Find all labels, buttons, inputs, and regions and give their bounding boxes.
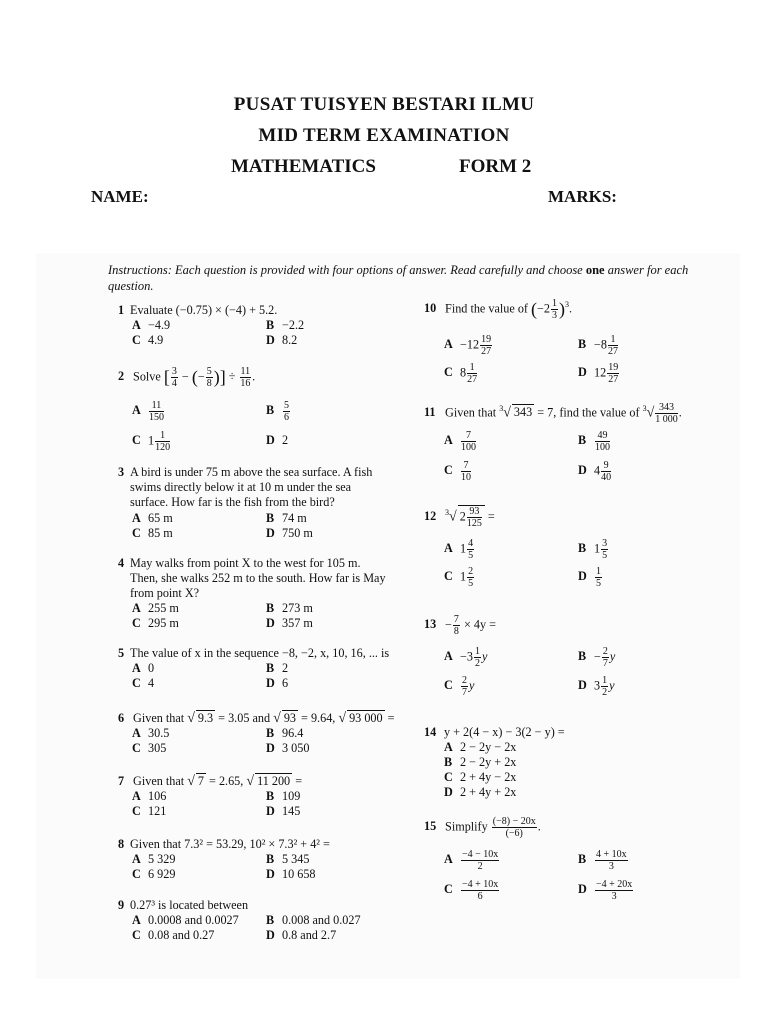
instructions-text-b: answer for each question. [108,263,689,294]
question-number: 1 [118,303,125,317]
instructions-text-a: Each question is provided with four options of answer. Read carefully and choose [175,263,583,277]
q13-option-a[interactable]: A −3 $\frac{1}{2}$ y [444,646,488,669]
question-number: 2 [118,369,125,384]
question-number: 3 [118,465,125,479]
question-stem: A bird is under 75 m above the sea surface. A fish swims directly below it at 10 m under the sea surface. How far is the fish from the bird? [130,465,373,509]
q3-option-d[interactable]: D 750 m [266,526,313,540]
question-2: 2 Solve [ $\frac{3}{4}$ − (− $\frac{5}{8}$ )] ÷ $\frac{11}{16}$ . [118,366,256,389]
q13-option-b[interactable]: B − $\frac{2}{7}$ y [578,646,616,669]
instructions-bold-word: one [585,263,605,277]
question-stem: Evaluate (−0.75) × (−4) + 5.2. [130,303,278,317]
question-number: 6 [118,711,125,725]
q13-option-c[interactable]: C $\frac{2}{7}$ y [444,675,475,698]
question-number: 8 [118,837,125,851]
question-6: 6 Given that √ 9.3 = 3.05 and √ 93 = 9.64, √ 93 000 = [118,711,395,726]
q12-option-b[interactable]: B 1 $\frac{3}{5}$ [578,538,608,561]
exam-title: MID TERM EXAMINATION [258,125,510,146]
q10-option-b[interactable]: B −8 $\frac{1}{27}$ [578,334,618,357]
question-number: 15 [424,819,437,834]
q9-option-c[interactable]: C 0.08 and 0.27 [132,928,215,942]
q7-option-c[interactable]: C 121 [132,804,167,818]
q15-option-c[interactable]: C $\frac{-4 + 10x}{6}$ [444,879,499,902]
q3-option-b[interactable]: B 74 m [266,511,307,525]
q11-option-b[interactable]: B $\frac{49}{100}$ [578,430,610,453]
name-label: NAME: [91,187,149,206]
q4-option-c[interactable]: C 295 m [132,616,179,630]
q5-option-a[interactable]: A 0 [132,661,155,675]
form-label: FORM 2 [459,156,532,177]
q12-option-d[interactable]: D $\frac{1}{5}$ [578,566,601,589]
q2-option-c[interactable]: C 1 $\frac{1}{120}$ [132,430,171,453]
q6-option-a[interactable]: A 30.5 [132,726,170,740]
question-number: 12 [424,509,437,524]
question-number: 10 [424,301,437,316]
q6-option-c[interactable]: C 305 [132,741,167,755]
instructions [108,262,718,295]
question-number: 5 [118,646,125,660]
q8-option-c[interactable]: C 6 929 [132,867,176,881]
q13-option-d[interactable]: D 3 $\frac{1}{2}$ y [578,675,615,698]
question-number: 11 [424,405,436,420]
q14-option-b[interactable]: B 2 − 2y + 2x [444,755,517,769]
q1-option-b[interactable]: B −2.2 [266,318,305,332]
question-10: 10 Find the value of (−2 $\frac{1}{3}$ )$^3$. [424,298,573,321]
instructions-label: Instructions: [108,263,172,277]
marks-label: MARKS: [548,187,617,206]
q11-option-a[interactable]: A $\frac{7}{100}$ [444,430,476,453]
q10-option-c[interactable]: C 8 $\frac{1}{27}$ [444,362,478,385]
question-stem: y + 2(4 − x) − 3(2 − y) = [444,725,565,739]
q15-option-d[interactable]: D $\frac{-4 + 20x}{3}$ [578,879,633,902]
q15-option-a[interactable]: A $\frac{-4 - 10x}{2}$ [444,849,499,872]
question-number: 13 [424,617,437,632]
question-number: 7 [118,774,125,788]
question-13: 13 − $\frac{7}{8}$ × 4y = [424,614,496,637]
q1-option-c[interactable]: C 4.9 [132,333,164,347]
q3-option-c[interactable]: C 85 m [132,526,173,540]
q5-option-d[interactable]: D 6 [266,676,289,690]
q11-option-d[interactable]: D 4 $\frac{9}{40}$ [578,460,612,483]
question-stem: Solve [133,369,161,384]
question-11: 11 Given that $^3$√ 343 = 7, find the value of $^3$√ $\frac{343}{1 000}$ . [424,402,682,425]
q5-option-c[interactable]: C 4 [132,676,155,690]
question-stem: Given that 7.3² = 53.29, 10² × 7.3² + 4² = [130,837,330,851]
q5-option-b[interactable]: B 2 [266,661,289,675]
q14-option-d[interactable]: D 2 + 4y + 2x [444,785,517,799]
q8-option-a[interactable]: A 5 329 [132,852,176,866]
q7-option-b[interactable]: B 109 [266,789,301,803]
q4-option-b[interactable]: B 273 m [266,601,313,615]
school-name: PUSAT TUISYEN BESTARI ILMU [233,94,535,115]
q4-option-a[interactable]: A 255 m [132,601,179,615]
question-12: 12 $^3$√ 2 $\frac{93}{125}$ = [424,506,495,529]
q2-option-d[interactable]: D 2 [266,433,289,447]
subject-label: MATHEMATICS [231,156,376,177]
question-15: 15 Simplify $\frac{(-8) - 20x}{(-6)}$ . [424,816,541,839]
question-number: 4 [118,556,125,570]
question-stem: The value of x in the sequence −8, −2, x, 10, 16, ... is [130,646,390,660]
q14-option-a[interactable]: A 2 − 2y − 2x [444,740,517,754]
question-4 [118,556,418,602]
q14-option-c[interactable]: C 2 + 4y − 2x [444,770,517,784]
q15-option-b[interactable]: B $\frac{4 + 10x}{3}$ [578,849,627,872]
question-7: 7 Given that √ 7 = 2.65, √ 11 200 = [118,774,303,789]
q8-option-b[interactable]: B 5 345 [266,852,310,866]
q9-option-d[interactable]: D 0.8 and 2.7 [266,928,337,942]
q12-option-a[interactable]: A 1 $\frac{4}{5}$ [444,538,474,561]
q2-option-b[interactable]: B $\frac{5}{6}$ [266,400,289,423]
q1-option-d[interactable]: D 8.2 [266,333,298,347]
q2-option-a[interactable]: A $\frac{11}{150}$ [132,400,164,423]
question-3 [118,465,408,511]
q6-option-d[interactable]: D 3 050 [266,741,310,755]
q7-option-d[interactable]: D 145 [266,804,301,818]
q3-option-a[interactable]: A 65 m [132,511,173,525]
q9-option-b[interactable]: B 0.008 and 0.027 [266,913,361,927]
question-stem: 0.27³ is located between [130,898,249,912]
q11-option-c[interactable]: C $\frac{7}{10}$ [444,460,471,483]
q6-option-b[interactable]: B 96.4 [266,726,304,740]
q10-option-d[interactable]: D 12 $\frac{19}{27}$ [578,362,619,385]
q1-option-a[interactable]: A −4.9 [132,318,171,332]
question-number: 9 [118,898,125,912]
question-number: 14 [424,725,437,739]
q4-option-d[interactable]: D 357 m [266,616,313,630]
q9-option-a[interactable]: A 0.0008 and 0.0027 [132,913,239,927]
q10-option-a[interactable]: A −12 $\frac{19}{27}$ [444,334,492,357]
q7-option-a[interactable]: A 106 [132,789,167,803]
q8-option-d[interactable]: D 10 658 [266,867,316,881]
question-stem: May walks from point X to the west for 105 m. Then, she walks 252 m to the south. How far is May from point X? [130,556,386,600]
q12-option-c[interactable]: C 1 $\frac{2}{5}$ [444,566,474,589]
